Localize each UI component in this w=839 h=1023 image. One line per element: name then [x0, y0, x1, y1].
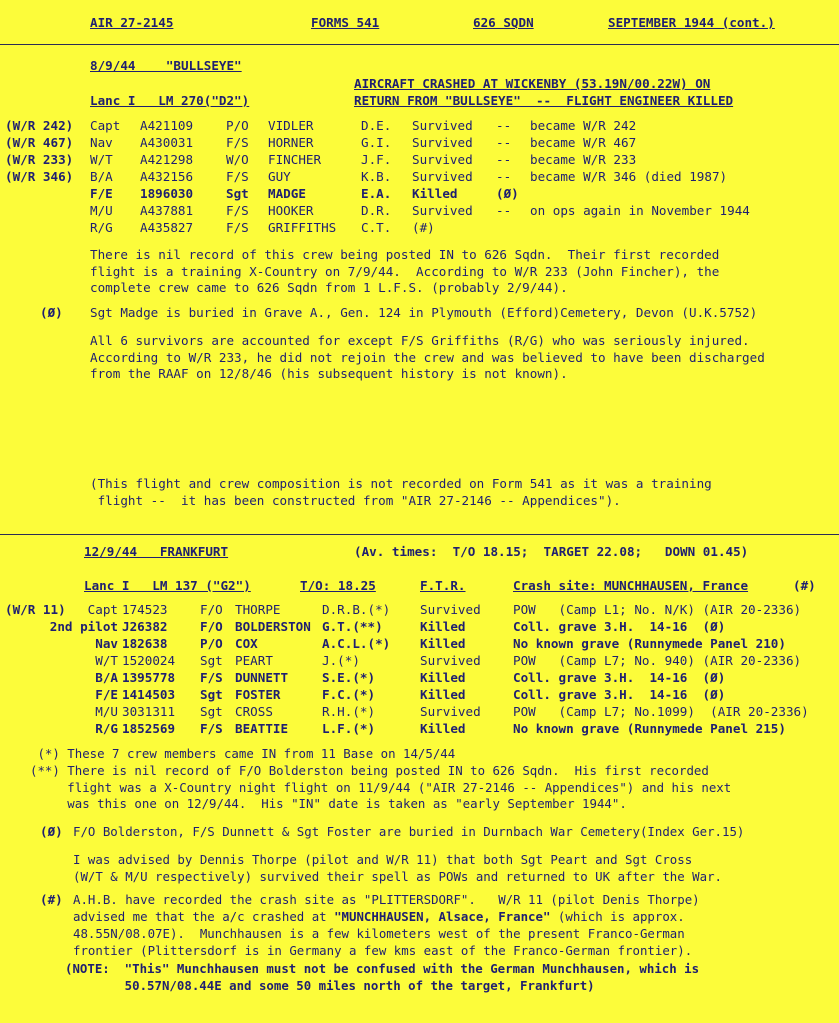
sec2-footnote-durnbach: F/O Bolderston, F/S Dunnett & Sgt Foster are buried in Durnbach War Cemetery(Index Ger.15) [73, 824, 745, 839]
sec1-crew-num: A421109 [140, 118, 194, 133]
sec2-average-times: (Av. times: T/O 18.15; TARGET 22.08; DOWN 01.45) [354, 544, 749, 559]
sec2-crew-status: Killed [420, 721, 466, 736]
sec1-crew-note: became W/R 233 [530, 152, 637, 167]
sec2-footnote-zero-mark: (Ø) [40, 824, 63, 839]
sec2-note-crash-site-b: advised me that the a/c crashed at "MUNCHHAUSEN, Alsace, France" (which is approx. [73, 909, 685, 924]
sec1-crew-num: A435827 [140, 220, 194, 235]
sec1-crew-init: E.A. [361, 186, 392, 201]
sec1-crew-wr: (W/R 242) [5, 118, 74, 133]
sec1-date-operation: 8/9/44 "BULLSEYE" [90, 58, 242, 73]
sec1-crew-name: HOOKER [268, 203, 314, 218]
sec2-crew-name: COX [235, 636, 258, 651]
doc-reference: AIR 27-2145 [90, 15, 174, 30]
sec1-crew-init: G.I. [361, 135, 392, 150]
sec1-crew-rank: F/S [226, 220, 249, 235]
sec1-paragraph-posting: There is nil record of this crew being posted IN to 626 Sqdn. Their first recorded flight is a training X-Country on 7/9/44. According to W/R 233 (John Fincher), the complete crew came to 626 Sqdn from 1 L.F.S. (probably 2/9/44). [90, 247, 720, 295]
sec2-crew-pos: B/A [95, 670, 118, 685]
sec1-crew-sep: -- [496, 169, 512, 184]
sec2-crash-site: Crash site: MUNCHHAUSEN, France [513, 578, 749, 593]
sec1-crew-rank: Sgt [226, 186, 249, 201]
sec2-crew-rank: F/S [200, 670, 223, 685]
sec1-crew-rank: F/S [226, 203, 249, 218]
sec2-footnote-star: (*) These 7 crew members came IN from 11 Base on 14/5/44 [30, 746, 456, 761]
sec2-crew-num: 1520024 [122, 653, 176, 668]
sec2-note-thorpe: I was advised by Dennis Thorpe (pilot and W/R 11) that both Sgt Peart and Sgt Cross (W/T & M/U respectively) survived their spell as POWs and returned to UK after the War. [73, 852, 723, 884]
sec1-crew-init: D.R. [361, 203, 392, 218]
sec2-crew-status: Survived [420, 653, 481, 668]
sec2-crew-init: R.H.(*) [322, 704, 376, 719]
sec1-crew-status: Survived [412, 152, 473, 167]
sec2-crew-rank: Sgt [200, 687, 223, 702]
sec1-crew-rank: F/S [226, 135, 249, 150]
sec1-crew-pos: Capt [90, 118, 121, 133]
month-label: SEPTEMBER 1944 (cont.) [608, 15, 775, 30]
sec2-note-munchhausen: (NOTE: "This" Munchhausen must not be confused with the German Munchhausen, which is 50.57N/08.44E and some 50 miles north of the target, Frankfurt) [65, 961, 700, 993]
sec1-crash-heading-2: RETURN FROM "BULLSEYE" -- FLIGHT ENGINEER KILLED [354, 93, 734, 108]
sec2-crew-status: Killed [420, 636, 466, 651]
sec2-crew-note: Coll. grave 3.H. 14-16 (Ø) [513, 687, 726, 702]
sec2-footnote-double-star: (**) There is nil record of F/O Bolderston being posted IN to 626 Sqdn. His first recorded flight was a X-Country night flight on 11/9/44 ("AIR 27-2146 -- Appendices") and his next was this one on 12/9/44. His "IN" date is taken as "early September 1944". [30, 763, 732, 811]
sec1-crew-wr: (W/R 346) [5, 169, 74, 184]
sec1-crew-rank: F/S [226, 169, 249, 184]
sec2-crew-num: 3031311 [122, 704, 176, 719]
sec2-crew-status: Survived [420, 602, 481, 617]
sec2-crew-init: G.T.(**) [322, 619, 383, 634]
sec2-date-operation: 12/9/44 FRANKFURT [84, 544, 229, 559]
sec2-crew-pos: W/T [95, 653, 118, 668]
sec1-crew-note: became W/R 242 [530, 118, 637, 133]
sec2-crew-num: 1395778 [122, 670, 176, 685]
sec1-crew-status: (#) [412, 220, 435, 235]
sec1-crew-note: became W/R 346 (died 1987) [530, 169, 728, 184]
sec1-crew-init: C.T. [361, 220, 392, 235]
sec1-crew-num: A437881 [140, 203, 194, 218]
sec2-crew-pos: Nav [95, 636, 118, 651]
sec1-crew-note: on ops again in November 1944 [530, 203, 750, 218]
sec1-crew-rank: W/O [226, 152, 249, 167]
sec1-crew-pos: M/U [90, 203, 113, 218]
sec2-crew-rank: P/O [200, 636, 223, 651]
sec2-crew-rank: F/O [200, 602, 223, 617]
sec1-crew-pos: Nav [90, 135, 113, 150]
sec2-footnote-hash-mark: (#) [40, 892, 63, 907]
sec1-crew-pos: W/T [90, 152, 113, 167]
sec1-crew-sep: -- [496, 203, 512, 218]
header-divider [0, 44, 839, 45]
sec2-crew-pos: R/G [95, 721, 118, 736]
sec2-crew-note: Coll. grave 3.H. 14-16 (Ø) [513, 670, 726, 685]
sec1-crew-num: A421298 [140, 152, 194, 167]
sec1-paragraph-construction: (This flight and crew composition is not recorded on Form 541 as it was a training flight -- it has been constructed from "AIR 27-2146 -- Appendices"). [90, 476, 712, 508]
sec2-crew-rank: Sgt [200, 653, 223, 668]
sec1-crew-status: Survived [412, 135, 473, 150]
sec2-crew-num: 1414503 [122, 687, 176, 702]
sec1-crew-name: HORNER [268, 135, 314, 150]
sec1-crew-wr: (W/R 233) [5, 152, 74, 167]
section-divider [0, 534, 839, 535]
sec1-crew-pos: F/E [90, 186, 113, 201]
sec1-crew-num: 1896030 [140, 186, 194, 201]
sec1-crew-status: Survived [412, 118, 473, 133]
sec2-crew-note: POW (Camp L1; No. N/K) (AIR 20-2336) [513, 602, 802, 617]
sec1-crew-wr: (W/R 467) [5, 135, 74, 150]
sec1-crew-name: FINCHER [268, 152, 322, 167]
forms-label: FORMS 541 [311, 15, 380, 30]
sec1-crash-heading-1: AIRCRAFT CRASHED AT WICKENBY (53.19N/00.22W) ON [354, 76, 711, 91]
sec2-crew-init: A.C.L.(*) [322, 636, 391, 651]
sec2-note-crash-site-a: A.H.B. have recorded the crash site as "PLITTERSDORF". W/R 11 (pilot Denis Thorpe) [73, 892, 700, 907]
sec1-crew-sep: -- [496, 118, 512, 133]
sec2-crew-wr: (W/R 11) [5, 602, 66, 617]
sec2-crew-status: Killed [420, 619, 466, 634]
sec1-crew-sep: -- [496, 135, 512, 150]
sec1-note-burial: Sgt Madge is buried in Grave A., Gen. 124 in Plymouth (Efford)Cemetery, Devon (U.K.5752) [90, 305, 758, 320]
sec2-crew-num: 1852569 [122, 721, 176, 736]
sec2-crew-note: POW (Camp L7; No.1099) (AIR 20-2336) [513, 704, 809, 719]
sec2-crew-name: BEATTIE [235, 721, 289, 736]
sec2-crew-name: DUNNETT [235, 670, 289, 685]
sec1-crew-pos: R/G [90, 220, 113, 235]
sec1-aircraft: Lanc I LM 270("D2") [90, 93, 250, 108]
sec2-crew-status: Survived [420, 704, 481, 719]
sec2-crew-status: Killed [420, 670, 466, 685]
sec2-crew-init: J.(*) [322, 653, 360, 668]
sec2-crew-name: BOLDERSTON [235, 619, 311, 634]
sec1-crew-name: VIDLER [268, 118, 314, 133]
sec1-crew-init: J.F. [361, 152, 392, 167]
sec2-crew-name: FOSTER [235, 687, 281, 702]
sec2-note-crash-site-c: 48.55N/08.07E). Munchhausen is a few kilometers west of the present Franco-German frontier (Plittersdorf is in Germany a few kms east of the Franco-German frontier). [73, 926, 693, 958]
sec2-crew-name: PEART [235, 653, 273, 668]
sec2-crew-name: THORPE [235, 602, 281, 617]
sec2-crew-status: Killed [420, 687, 466, 702]
sec1-crew-name: MADGE [268, 186, 306, 201]
squadron-label: 626 SQDN [473, 15, 534, 30]
sec2-crew-note: POW (Camp L7; No. 940) (AIR 20-2336) [513, 653, 802, 668]
sec2-crew-init: L.F.(*) [322, 721, 376, 736]
sec1-crew-name: GRIFFITHS [268, 220, 337, 235]
sec2-crew-num: 182638 [122, 636, 168, 651]
sec2-takeoff: T/O: 18.25 [300, 578, 376, 593]
sec2-crew-num: J26382 [122, 619, 168, 634]
sec2-crew-pos: F/E [95, 687, 118, 702]
sec1-crew-status: Killed [412, 186, 458, 201]
sec2-crew-rank: F/S [200, 721, 223, 736]
sec1-crew-pos: B/A [90, 169, 113, 184]
sec1-note-mark: (Ø) [40, 305, 63, 320]
sec2-crew-pos: Capt [87, 602, 118, 617]
sec1-crew-rank: P/O [226, 118, 249, 133]
sec1-crew-num: A432156 [140, 169, 194, 184]
sec1-crew-init: D.E. [361, 118, 392, 133]
sec2-crew-name: CROSS [235, 704, 273, 719]
sec2-crew-pos: 2nd pilot [49, 619, 118, 634]
sec2-crew-rank: Sgt [200, 704, 223, 719]
sec1-crew-sep: (Ø) [496, 186, 519, 201]
sec1-crew-status: Survived [412, 169, 473, 184]
sec2-crew-rank: F/O [200, 619, 223, 634]
sec2-crew-note: No known grave (Runnymede Panel 215) [513, 721, 786, 736]
sec1-crew-num: A430031 [140, 135, 194, 150]
sec1-crew-sep: -- [496, 152, 512, 167]
sec1-crew-init: K.B. [361, 169, 392, 184]
sec2-crew-num: 174523 [122, 602, 168, 617]
sec2-crew-init: D.R.B.(*) [322, 602, 391, 617]
sec2-crew-note: No known grave (Runnymede Panel 210) [513, 636, 786, 651]
sec1-crew-status: Survived [412, 203, 473, 218]
sec2-ftr: F.T.R. [420, 578, 466, 593]
sec1-crew-name: GUY [268, 169, 291, 184]
sec1-paragraph-survivors: All 6 survivors are accounted for except F/S Griffiths (R/G) who was seriously injured. According to W/R 233, he did not rejoin the crew and was believed to have been discharged from the RAAF on 12/8/46 (his subsequent history is not known). [90, 333, 765, 381]
sec2-crew-note: Coll. grave 3.H. 14-16 (Ø) [513, 619, 726, 634]
sec2-crew-init: S.E.(*) [322, 670, 376, 685]
sec1-crew-note: became W/R 467 [530, 135, 637, 150]
sec2-crash-mark: (#) [793, 578, 816, 593]
sec2-crew-init: F.C.(*) [322, 687, 376, 702]
sec2-crew-pos: M/U [95, 704, 118, 719]
sec2-aircraft: Lanc I LM 137 ("G2") [84, 578, 251, 593]
